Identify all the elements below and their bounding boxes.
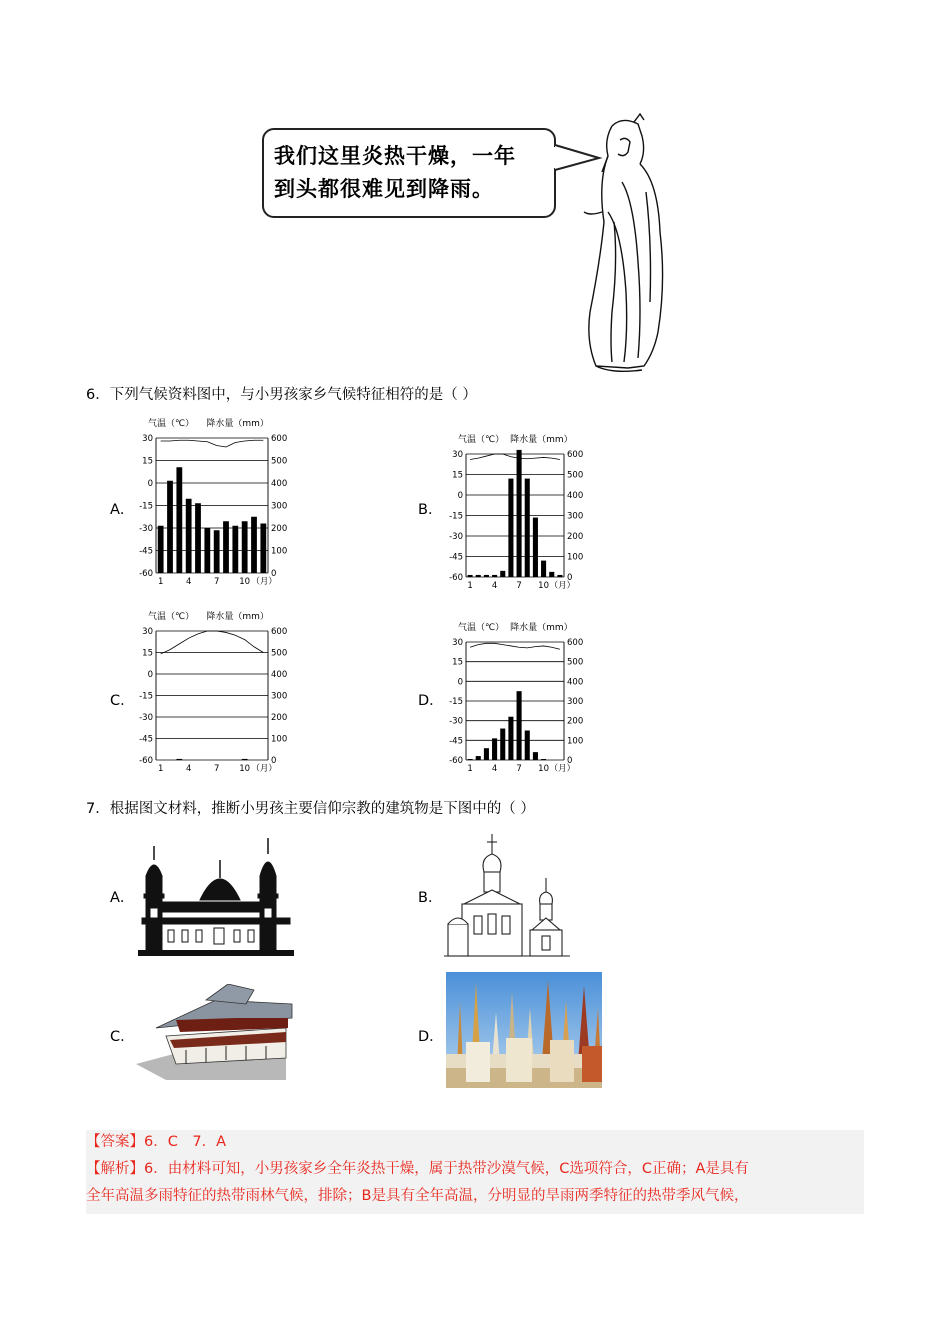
- chart-precip-bar: [557, 575, 562, 577]
- mosque-illustration: [138, 838, 294, 956]
- chart-precip-bar: [195, 503, 201, 573]
- chart-temp-tick: -45: [139, 546, 153, 557]
- chart-temp-line: [470, 454, 560, 459]
- chart-temp-tick: 15: [452, 470, 463, 481]
- chart-temp-tick: -15: [139, 501, 153, 512]
- chart-temp-tick: -45: [139, 734, 153, 745]
- option-a-label-q7: A．: [110, 890, 135, 906]
- chart-month-tick: 7: [213, 764, 220, 774]
- chart-precip-tick: 600: [271, 434, 288, 444]
- chart-precip-tick: 300: [271, 691, 288, 702]
- chart-precip-bar: [214, 530, 220, 573]
- chart-temp-tick: 0: [457, 491, 463, 501]
- chart-precip-tick: 400: [567, 491, 584, 501]
- chart-precip-bar: [468, 575, 473, 577]
- chart-precip-bar: [525, 731, 530, 761]
- chart-temp-tick: 30: [142, 434, 153, 444]
- chart-precip-bar: [508, 479, 513, 577]
- chart-precip-bar: [158, 526, 164, 573]
- chart-temp-tick: -60: [139, 756, 153, 766]
- chart-temp-tick: 0: [147, 479, 153, 489]
- chart-month-tick: 1: [157, 764, 164, 774]
- chart-precip-tick: 600: [567, 450, 584, 460]
- orthodox-church-illustration: [444, 834, 570, 960]
- chart-precip-bar: [533, 752, 538, 760]
- chart-temp-tick: -30: [139, 713, 153, 723]
- chart-month-tick: 10: [239, 577, 251, 587]
- chart-temp-tick: 30: [452, 450, 463, 460]
- pagodas-photo: [446, 972, 602, 1088]
- answer-line-1: 【答案】6．C 7．A: [86, 1134, 226, 1150]
- chart-precip-tick: 200: [567, 716, 584, 727]
- chart-precip-bar: [176, 467, 182, 573]
- chart-precip-bar: [476, 756, 481, 760]
- chart-month-tick: 7: [516, 581, 522, 591]
- chart-precip-tick: 600: [271, 627, 288, 637]
- chart-temp-tick: -60: [449, 573, 463, 583]
- chart-precip-tick: 200: [567, 532, 584, 542]
- chart-temp-tick: -15: [449, 511, 463, 522]
- chart-precip-tick: 100: [271, 546, 288, 557]
- chart-precip-bar: [260, 524, 266, 574]
- chart-month-unit: （月）: [251, 764, 277, 774]
- chart-month-unit: （月）: [549, 764, 576, 774]
- chart-temp-tick: 15: [142, 648, 153, 659]
- option-c-label: C．: [110, 693, 135, 709]
- chart-month-unit: （月）: [549, 581, 576, 591]
- chart-temp-line: [161, 440, 264, 447]
- speech-line-2: 到头都很难见到降雨。: [274, 177, 494, 201]
- climate-chart-b: [440, 428, 592, 596]
- chart-precip-tick: 500: [271, 648, 288, 659]
- chart-precip-tick: 0: [271, 756, 277, 766]
- chart-precip-bar: [517, 691, 522, 760]
- chart-precip-tick: 400: [271, 479, 288, 489]
- chart-precip-bar: [533, 518, 538, 577]
- chart-month-tick: 7: [213, 577, 220, 587]
- question-6: 6．下列气候资料图中，与小男孩家乡气候特征相符的是（ ）: [86, 387, 477, 403]
- chart-precip-bar: [242, 521, 248, 573]
- chart-month-unit: （月）: [251, 577, 277, 587]
- chart-month-tick: 4: [185, 577, 192, 587]
- chart-precip-bar: [541, 759, 546, 760]
- chart-precip-bar: [541, 561, 546, 577]
- chart-precip-bar: [492, 575, 497, 577]
- chart-temp-tick: 15: [142, 456, 153, 467]
- chart-precip-tick: 300: [271, 501, 288, 512]
- chart-precip-tick: 500: [271, 456, 288, 467]
- chart-precip-bar: [176, 759, 182, 760]
- chart-temp-tick: -60: [449, 756, 463, 766]
- chart-precip-axis-title: 降水量（mm）: [206, 612, 269, 622]
- chart-month-tick: 10: [538, 581, 549, 591]
- chart-temp-tick: -15: [449, 697, 463, 707]
- chart-temp-tick: -15: [139, 691, 153, 702]
- chart-month-tick: 1: [467, 764, 473, 774]
- chart-precip-tick: 100: [567, 736, 584, 747]
- chart-temp-tick: -45: [449, 552, 463, 563]
- chart-temp-axis-title: 气温（℃）: [458, 623, 505, 633]
- climate-chart-c: [132, 604, 302, 780]
- chart-precip-bar: [476, 575, 481, 577]
- chart-temp-tick: -60: [139, 569, 153, 579]
- chart-precip-tick: 300: [567, 697, 584, 707]
- chart-precip-tick: 0: [271, 569, 277, 579]
- chart-precip-bar: [484, 748, 489, 760]
- chart-precip-bar: [500, 571, 505, 577]
- chart-temp-axis-title: 气温（℃）: [458, 435, 505, 445]
- chart-precip-tick: 200: [271, 524, 288, 534]
- chart-temp-tick: -30: [449, 716, 463, 727]
- chart-temp-line: [470, 643, 560, 649]
- chart-precip-tick: 0: [567, 573, 573, 583]
- chart-precip-axis-title: 降水量（mm）: [510, 623, 573, 633]
- chart-month-tick: 1: [467, 581, 473, 591]
- chart-precip-bar: [242, 759, 248, 760]
- option-a-label: A．: [110, 502, 135, 518]
- chart-temp-tick: 15: [452, 657, 463, 668]
- climate-chart-a: [132, 410, 302, 595]
- chart-precip-bar: [204, 528, 210, 573]
- analysis-line-2: 全年高温多雨特征的热带雨林气候，排除；B是具有全年高温，分明显的旱雨两季特征的热带季风气候，: [86, 1188, 749, 1204]
- robed-man-illustration: [582, 112, 672, 374]
- chart-precip-tick: 100: [567, 552, 584, 563]
- chart-month-tick: 4: [491, 581, 498, 591]
- chart-temp-tick: 30: [452, 638, 463, 648]
- chart-precip-axis-title: 降水量（mm）: [206, 419, 269, 429]
- option-c-label-q7: C．: [110, 1029, 135, 1045]
- climate-chart-d: [440, 618, 592, 778]
- chart-precip-bar: [468, 759, 473, 760]
- analysis-line-1: 【解析】6．由材料可知，小男孩家乡全年炎热干燥，属于热带沙漠气候，C选项符合，C正确；A是具有: [86, 1161, 749, 1177]
- chart-month-tick: 10: [239, 764, 251, 774]
- answer-section: [86, 1129, 876, 1210]
- chart-temp-tick: -45: [449, 736, 463, 747]
- chart-temp-tick: 30: [142, 627, 153, 637]
- chart-precip-tick: 500: [567, 657, 584, 668]
- chart-month-tick: 4: [491, 764, 498, 774]
- chart-precip-bar: [508, 717, 513, 760]
- chart-precip-bar: [525, 479, 530, 577]
- chart-month-tick: 4: [185, 764, 192, 774]
- chart-precip-tick: 300: [567, 511, 584, 522]
- chart-precip-axis-title: 降水量（mm）: [510, 435, 573, 445]
- chart-precip-tick: 400: [271, 670, 288, 680]
- chart-precip-bar: [251, 517, 257, 573]
- chart-precip-bar: [492, 738, 497, 760]
- chart-precip-bar: [549, 572, 554, 577]
- chart-precip-bar: [167, 481, 173, 573]
- chart-precip-bar: [232, 526, 238, 573]
- option-d-label: D．: [418, 693, 444, 709]
- option-d-label-q7: D．: [418, 1029, 444, 1045]
- chart-temp-tick: -30: [449, 532, 463, 542]
- japanese-temple-illustration: [136, 984, 294, 1080]
- chart-precip-bar: [484, 575, 489, 577]
- chart-precip-tick: 400: [567, 677, 584, 688]
- chart-precip-bar: [500, 729, 505, 760]
- chart-precip-tick: 200: [271, 713, 288, 723]
- chart-temp-tick: 0: [457, 677, 463, 688]
- chart-month-tick: 10: [538, 764, 549, 774]
- option-b-label-q7: B．: [418, 890, 443, 906]
- option-b-label: B．: [418, 502, 443, 518]
- chart-temp-tick: -30: [139, 524, 153, 534]
- chart-precip-bar: [186, 499, 192, 573]
- chart-precip-tick: 100: [271, 734, 288, 745]
- chart-month-tick: 1: [157, 577, 164, 587]
- chart-month-tick: 7: [516, 764, 522, 774]
- speech-text: [274, 140, 559, 206]
- chart-precip-tick: 600: [567, 638, 584, 648]
- chart-temp-tick: 0: [147, 670, 153, 680]
- chart-precip-bar: [223, 521, 229, 573]
- speech-line-1: 我们这里炎热干燥，一年: [274, 144, 516, 168]
- chart-precip-bar: [517, 450, 522, 577]
- chart-temp-axis-title: 气温（℃）: [148, 419, 195, 429]
- chart-temp-axis-title: 气温（℃）: [148, 612, 195, 622]
- question-7: 7．根据图文材料，推断小男孩主要信仰宗教的建筑物是下图中的（ ）: [86, 801, 535, 817]
- chart-precip-tick: 0: [567, 756, 573, 766]
- chart-temp-line: [161, 631, 264, 654]
- chart-precip-tick: 500: [567, 470, 584, 481]
